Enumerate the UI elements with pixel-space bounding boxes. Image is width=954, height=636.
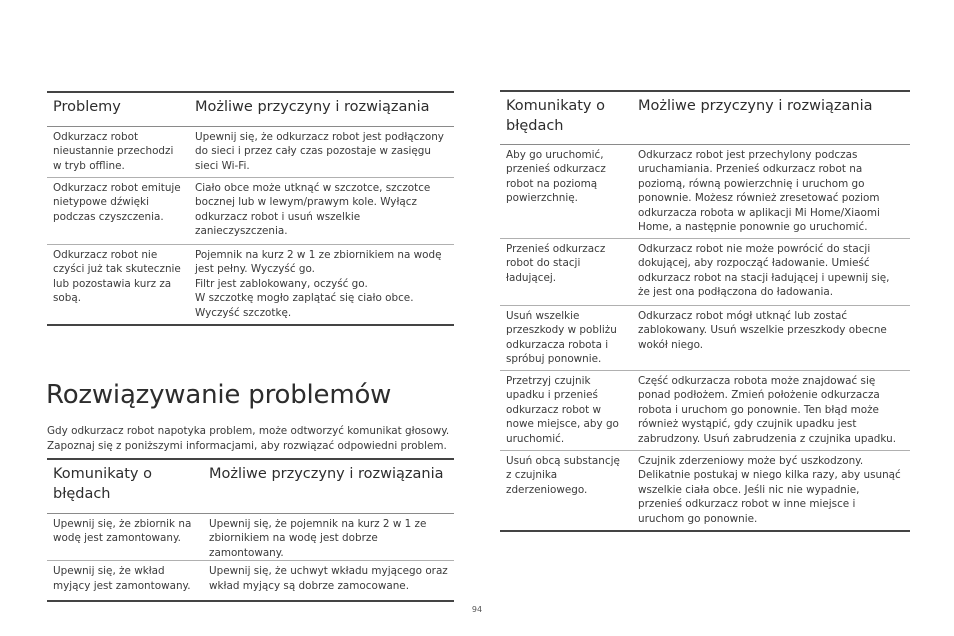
problem-cell: Odkurzacz robot nieustannie przechodzi w tryb offline.: [47, 126, 189, 177]
error-message-cell: Usuń obcą substancję z czujnika zderzeniowego.: [500, 450, 632, 531]
header-error-messages: Komunikaty o błędach: [500, 91, 632, 144]
header-causes-solutions: Możliwe przyczyny i rozwiązania: [189, 92, 454, 126]
table-row: [500, 450, 910, 531]
error-message-cell: Usuń wszelkie przeszkody w pobliżu odkurzacza robota i spróbuj ponownie.: [500, 305, 632, 370]
problem-cell: Odkurzacz robot nie czyści już tak skutecznie lub pozostawia kurz za sobą.: [47, 244, 189, 325]
page-number: 94: [471, 605, 483, 614]
solution-cell: Odkurzacz robot nie może powrócić do stacji dokującej, aby rozpocząć ładowanie. Umieść odkurzacz robot na stacji ładującej i upewnij się, że jest ona podłączona do ładowania.: [632, 238, 910, 305]
error-messages-table-left: [47, 458, 454, 602]
solution-cell: Upewnij się, że pojemnik na kurz 2 w 1 ze zbiornikiem na wodę jest dobrze zamontowany.: [203, 513, 454, 561]
table-row: [47, 561, 454, 601]
table-row: [47, 513, 454, 561]
solution-cell: Odkurzacz robot jest przechylony podczas uruchamiania. Przenieś odkurzacz robot na poziomą, równą powierzchnię i uruchom go ponownie. Możesz również zresetować poziom odkurzacza robota w aplikacji Mi Home/Xiaomi Home, a następnie ponownie go uruchomić.: [632, 144, 910, 238]
solution-cell: Część odkurzacza robota może znajdować się ponad podłożem. Zmień położenie odkurzacza robota i uruchom go ponownie. Ten błąd może również wystąpić, gdy czujnik upadku jest zabrudzony. Usuń zabrudzenia z czujnika upadku.: [632, 370, 910, 450]
header-problems: Problemy: [47, 92, 189, 126]
error-message-cell: Aby go uruchomić, przenieś odkurzacz robot na poziomą powierzchnię.: [500, 144, 632, 238]
table-row: [47, 244, 454, 325]
table-header-row: [47, 92, 454, 126]
header-error-messages: Komunikaty o błędach: [47, 459, 203, 513]
table-row: [47, 126, 454, 177]
table-row: [500, 238, 910, 305]
solution-cell: Upewnij się, że odkurzacz robot jest podłączony do sieci i przez cały czas pozostaje w zasięgu sieci Wi-Fi.: [189, 126, 454, 177]
solution-cell: Pojemnik na kurz 2 w 1 ze zbiornikiem na wodę jest pełny. Wyczyść go. Filtr jest zablokowany, oczyść go. W szczotkę mogło zaplątać się ciało obce. Wyczyść szczotkę.: [189, 244, 454, 325]
error-message-cell: Przenieś odkurzacz robot do stacji ładującej.: [500, 238, 632, 305]
header-causes-solutions: Możliwe przyczyny i rozwiązania: [632, 91, 910, 144]
table-row: [500, 370, 910, 450]
table-header-row: [47, 459, 454, 513]
solution-cell: Ciało obce może utknąć w szczotce, szczotce bocznej lub w lewym/prawym kole. Wyłącz odkurzacz robot i usuń wszelkie zanieczyszczenia.: [189, 177, 454, 244]
error-message-cell: Przetrzyj czujnik upadku i przenieś odkurzacz robot w nowe miejsce, aby go uruchomić.: [500, 370, 632, 450]
section-intro: Gdy odkurzacz robot napotyka problem, może odtworzyć komunikat głosowy. Zapoznaj się z poniższymi informacjami, aby rozwiązać odpowiedni problem.: [47, 425, 450, 452]
header-causes-solutions: Możliwe przyczyny i rozwiązania: [203, 459, 454, 513]
table-row: [500, 144, 910, 238]
error-message-cell: Upewnij się, że wkład myjący jest zamontowany.: [47, 561, 203, 601]
solution-cell: Odkurzacz robot mógł utknąć lub zostać zablokowany. Usuń wszelkie przeszkody obecne wokół niego.: [632, 305, 910, 370]
solution-cell: Upewnij się, że uchwyt wkładu myjącego oraz wkład myjący są dobrze zamocowane.: [203, 561, 454, 601]
error-messages-table-right: [500, 90, 910, 532]
problem-cell: Odkurzacz robot emituje nietypowe dźwięki podczas czyszczenia.: [47, 177, 189, 244]
section-title: Rozwiązywanie problemów: [46, 380, 392, 410]
table-row: [500, 305, 910, 370]
table-row: [47, 177, 454, 244]
solution-cell: Czujnik zderzeniowy może być uszkodzony. Delikatnie postukaj w niego kilka razy, aby usunąć wszelkie ciała obce. Jeśli nic nie wypadnie, przenieś odkurzacz robot w inne miejsce i uruchom go ponownie.: [632, 450, 910, 531]
table-header-row: [500, 91, 910, 144]
problems-table: [47, 91, 454, 326]
error-message-cell: Upewnij się, że zbiornik na wodę jest zamontowany.: [47, 513, 203, 561]
